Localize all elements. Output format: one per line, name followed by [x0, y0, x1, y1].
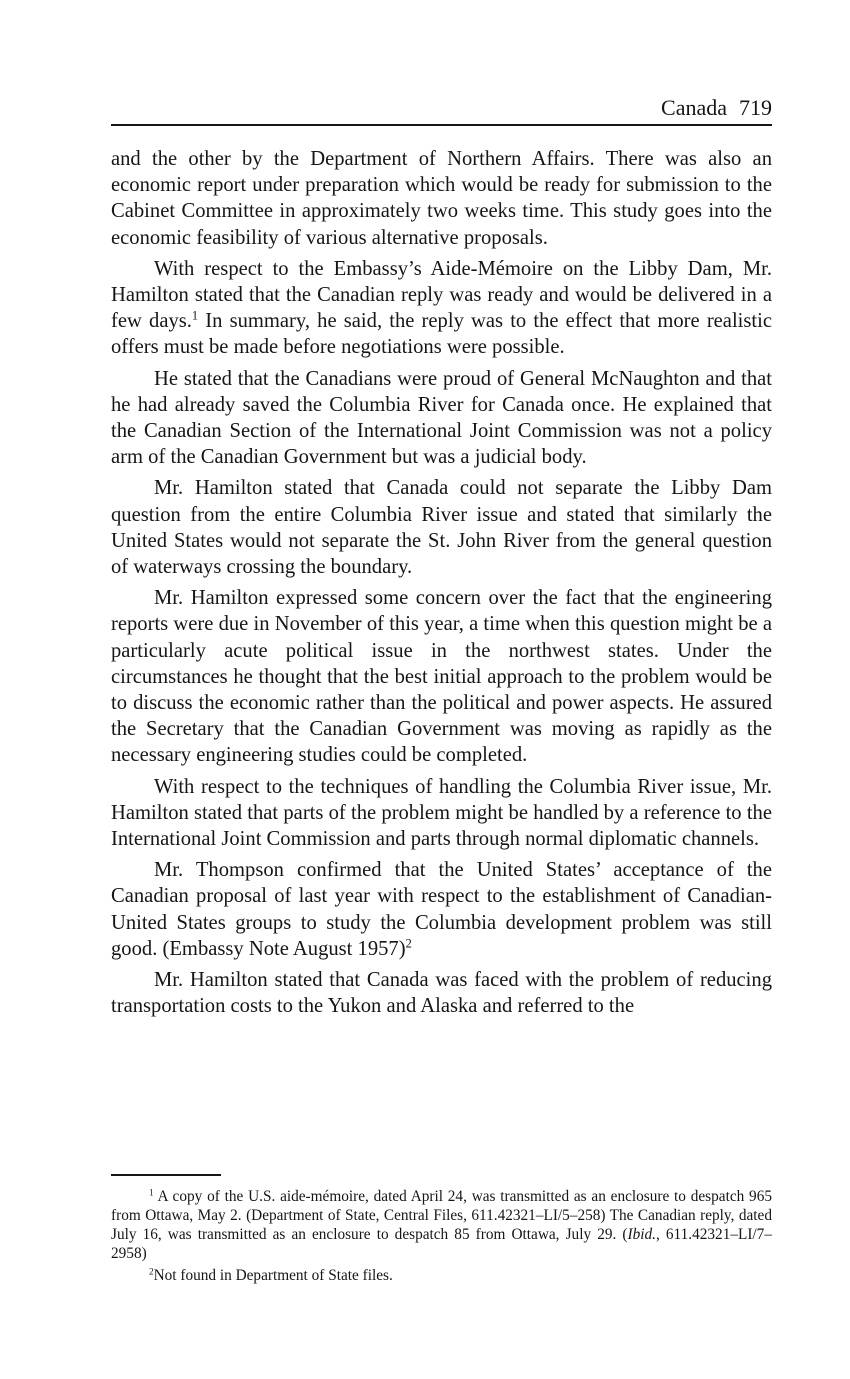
footnote-ref-1[interactable]: 1 — [191, 308, 199, 323]
footnote-marker: 2 — [149, 1266, 154, 1277]
footnote-rule — [111, 1174, 221, 1176]
footnote: $^2$Not found in Department of State files. — [149, 1266, 393, 1284]
paragraph: With respect to the Embassy’s Aide-Mémoire on the Libby Dam, Mr. Hamilton stated that the Canadian reply was ready and would be delivered in a few days.$^1$ In summary, he said, the reply was to the effect that more realistic offers must be made before negotiations were possible. — [111, 257, 772, 359]
paragraph: With respect to the techniques of handling the Columbia River issue, Mr. Hamilton stated that parts of the problem might be handled by a reference to the International Joint Commission and parts through normal diplomatic channels. — [111, 775, 772, 851]
footnotes — [111, 1187, 772, 1288]
paragraph: and the other by the Department of Northern Affairs. There was also an economic report under preparation which would be ready for submission to the Cabinet Committee in approximately two weeks time. This study goes into the economic feasibility of various alternative proposals. — [111, 148, 772, 249]
paragraph: Mr. Hamilton stated that Canada could not separate the Libby Dam question from the entire Columbia River issue and stated that similarly the United States would not separate the St. John River from the general question of waterways crossing the boundary. — [111, 477, 772, 579]
footnote-marker: 1 — [149, 1187, 154, 1198]
running-header — [111, 94, 772, 122]
body-text — [111, 146, 772, 1025]
footnote: $^1$ A copy of the U.S. aide-mémoire, dated April 24, was transmitted as an enclosure to despatch 965 from Ottawa, May 2. (Department of State, Central Files, 611.42321–LI/5–258) The Canadian reply, dated July 16, was transmitted as an enclosure to despatch 85 from Ottawa, July 29. (Ibid., 611.42321–LI/7–2958) — [111, 1187, 772, 1262]
page-number: 719 — [739, 95, 772, 120]
header-rule — [111, 124, 772, 126]
footnote-ref-2[interactable]: 2 — [405, 936, 412, 951]
paragraph: Mr. Hamilton expressed some concern over the fact that the engineering reports were due in November of this year, a time when this question might be a particularly acute political issue in the northwest states. Under the circumstances he thought that the best initial approach to the problem would be to discuss the economic rather than the political and power aspects. He assured the Secretary that the Canadian Government was moving as rapidly as the necessary engineering studies could be completed. — [111, 587, 772, 767]
paragraph: Mr. Hamilton stated that Canada was faced with the problem of reducing transportation costs to the Yukon and Alaska and referred to the — [111, 969, 772, 1018]
paragraph: He stated that the Canadians were proud of General McNaughton and that he had already saved the Columbia River for Canada once. He explained that the Canadian Section of the International Joint Commission was not a policy arm of the Canadian Government but was a judicial body. — [111, 367, 772, 469]
paragraph: Mr. Thompson confirmed that the United States’ acceptance of the Canadian proposal of last year with respect to the establishment of Canadian-United States groups to study the Columbia development problem was still good. (Embassy Note August 1957)$^2$ — [111, 859, 772, 960]
running-header-title: Canada — [661, 95, 727, 120]
